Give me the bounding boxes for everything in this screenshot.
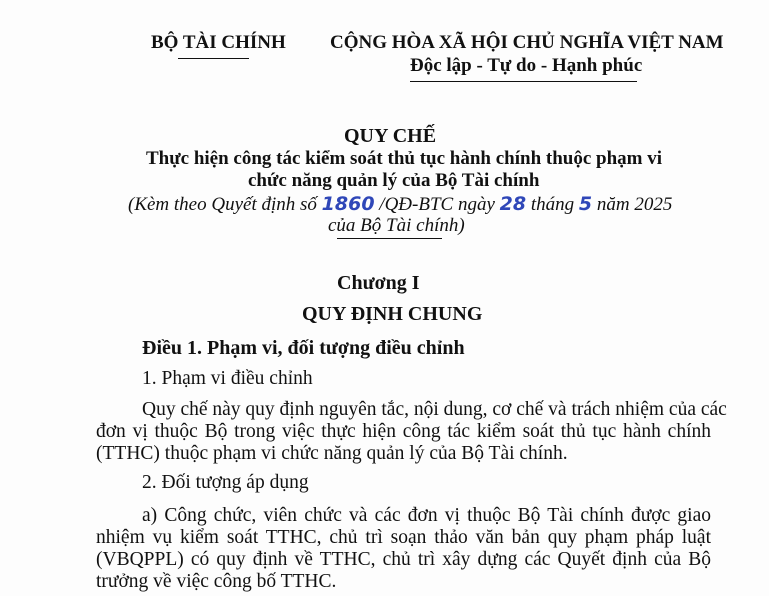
clause-title: 1. Phạm vi điều chỉnh (142, 368, 313, 389)
attach-mid2: tháng (530, 194, 575, 215)
paragraph-line: Quy chế này quy định nguyên tắc, nội dung, cơ chế và trách nhiệm của các (142, 399, 727, 420)
ministry-underline (178, 58, 249, 59)
paragraph-line: (TTHC) thuộc phạm vi chức năng quản lý của Bộ Tài chính. (96, 443, 568, 464)
clause-title: 2. Đối tượng áp dụng (142, 472, 309, 493)
paragraph-line: (VBQPPL) có quy định về TTHC, chủ trì xây dựng các Quyết định của Bộ (96, 549, 711, 570)
paragraph-line: trưởng về việc công bố TTHC. (96, 571, 337, 592)
attachment-underline (337, 238, 442, 239)
attachment-line2: của Bộ Tài chính) (328, 215, 465, 236)
chapter-label: Chương I (337, 272, 420, 294)
attach-mid1: /QĐ-BTC ngày (379, 194, 495, 215)
attach-prefix: (Kèm theo Quyết định số (128, 194, 317, 215)
motto-underline (410, 81, 637, 82)
chapter-name: QUY ĐỊNH CHUNG (302, 303, 483, 325)
document-subtitle-line2: chức năng quản lý của Bộ Tài chính (248, 170, 540, 191)
attach-mid3: năm 2025 (596, 194, 673, 215)
paragraph-line: nhiệm vụ kiểm soát TTHC, chủ trì soạn thảo văn bản quy phạm pháp luật (96, 527, 711, 548)
paragraph-line: đơn vị thuộc Bộ trong việc thực hiện công tác kiểm soát thủ tục hành chính (96, 421, 711, 442)
decision-number: 1860 (321, 193, 375, 215)
decision-day: 28 (499, 193, 527, 215)
ministry-name: BỘ TÀI CHÍNH (151, 32, 286, 53)
paragraph-line: a) Công chức, viên chức và các đơn vị thuộc Bộ Tài chính được giao (142, 505, 711, 526)
document-title: QUY CHẾ (344, 125, 437, 147)
attachment-line (128, 193, 672, 216)
article-heading: Điều 1. Phạm vi, đối tượng điều chỉnh (142, 337, 465, 359)
national-motto: Độc lập - Tự do - Hạnh phúc (410, 55, 643, 76)
decision-month: 5 (578, 193, 593, 215)
republic-name: CỘNG HÒA XÃ HỘI CHỦ NGHĨA VIỆT NAM (330, 32, 724, 53)
document-subtitle-line1: Thực hiện công tác kiểm soát thủ tục hành chính thuộc phạm vi (146, 148, 663, 169)
